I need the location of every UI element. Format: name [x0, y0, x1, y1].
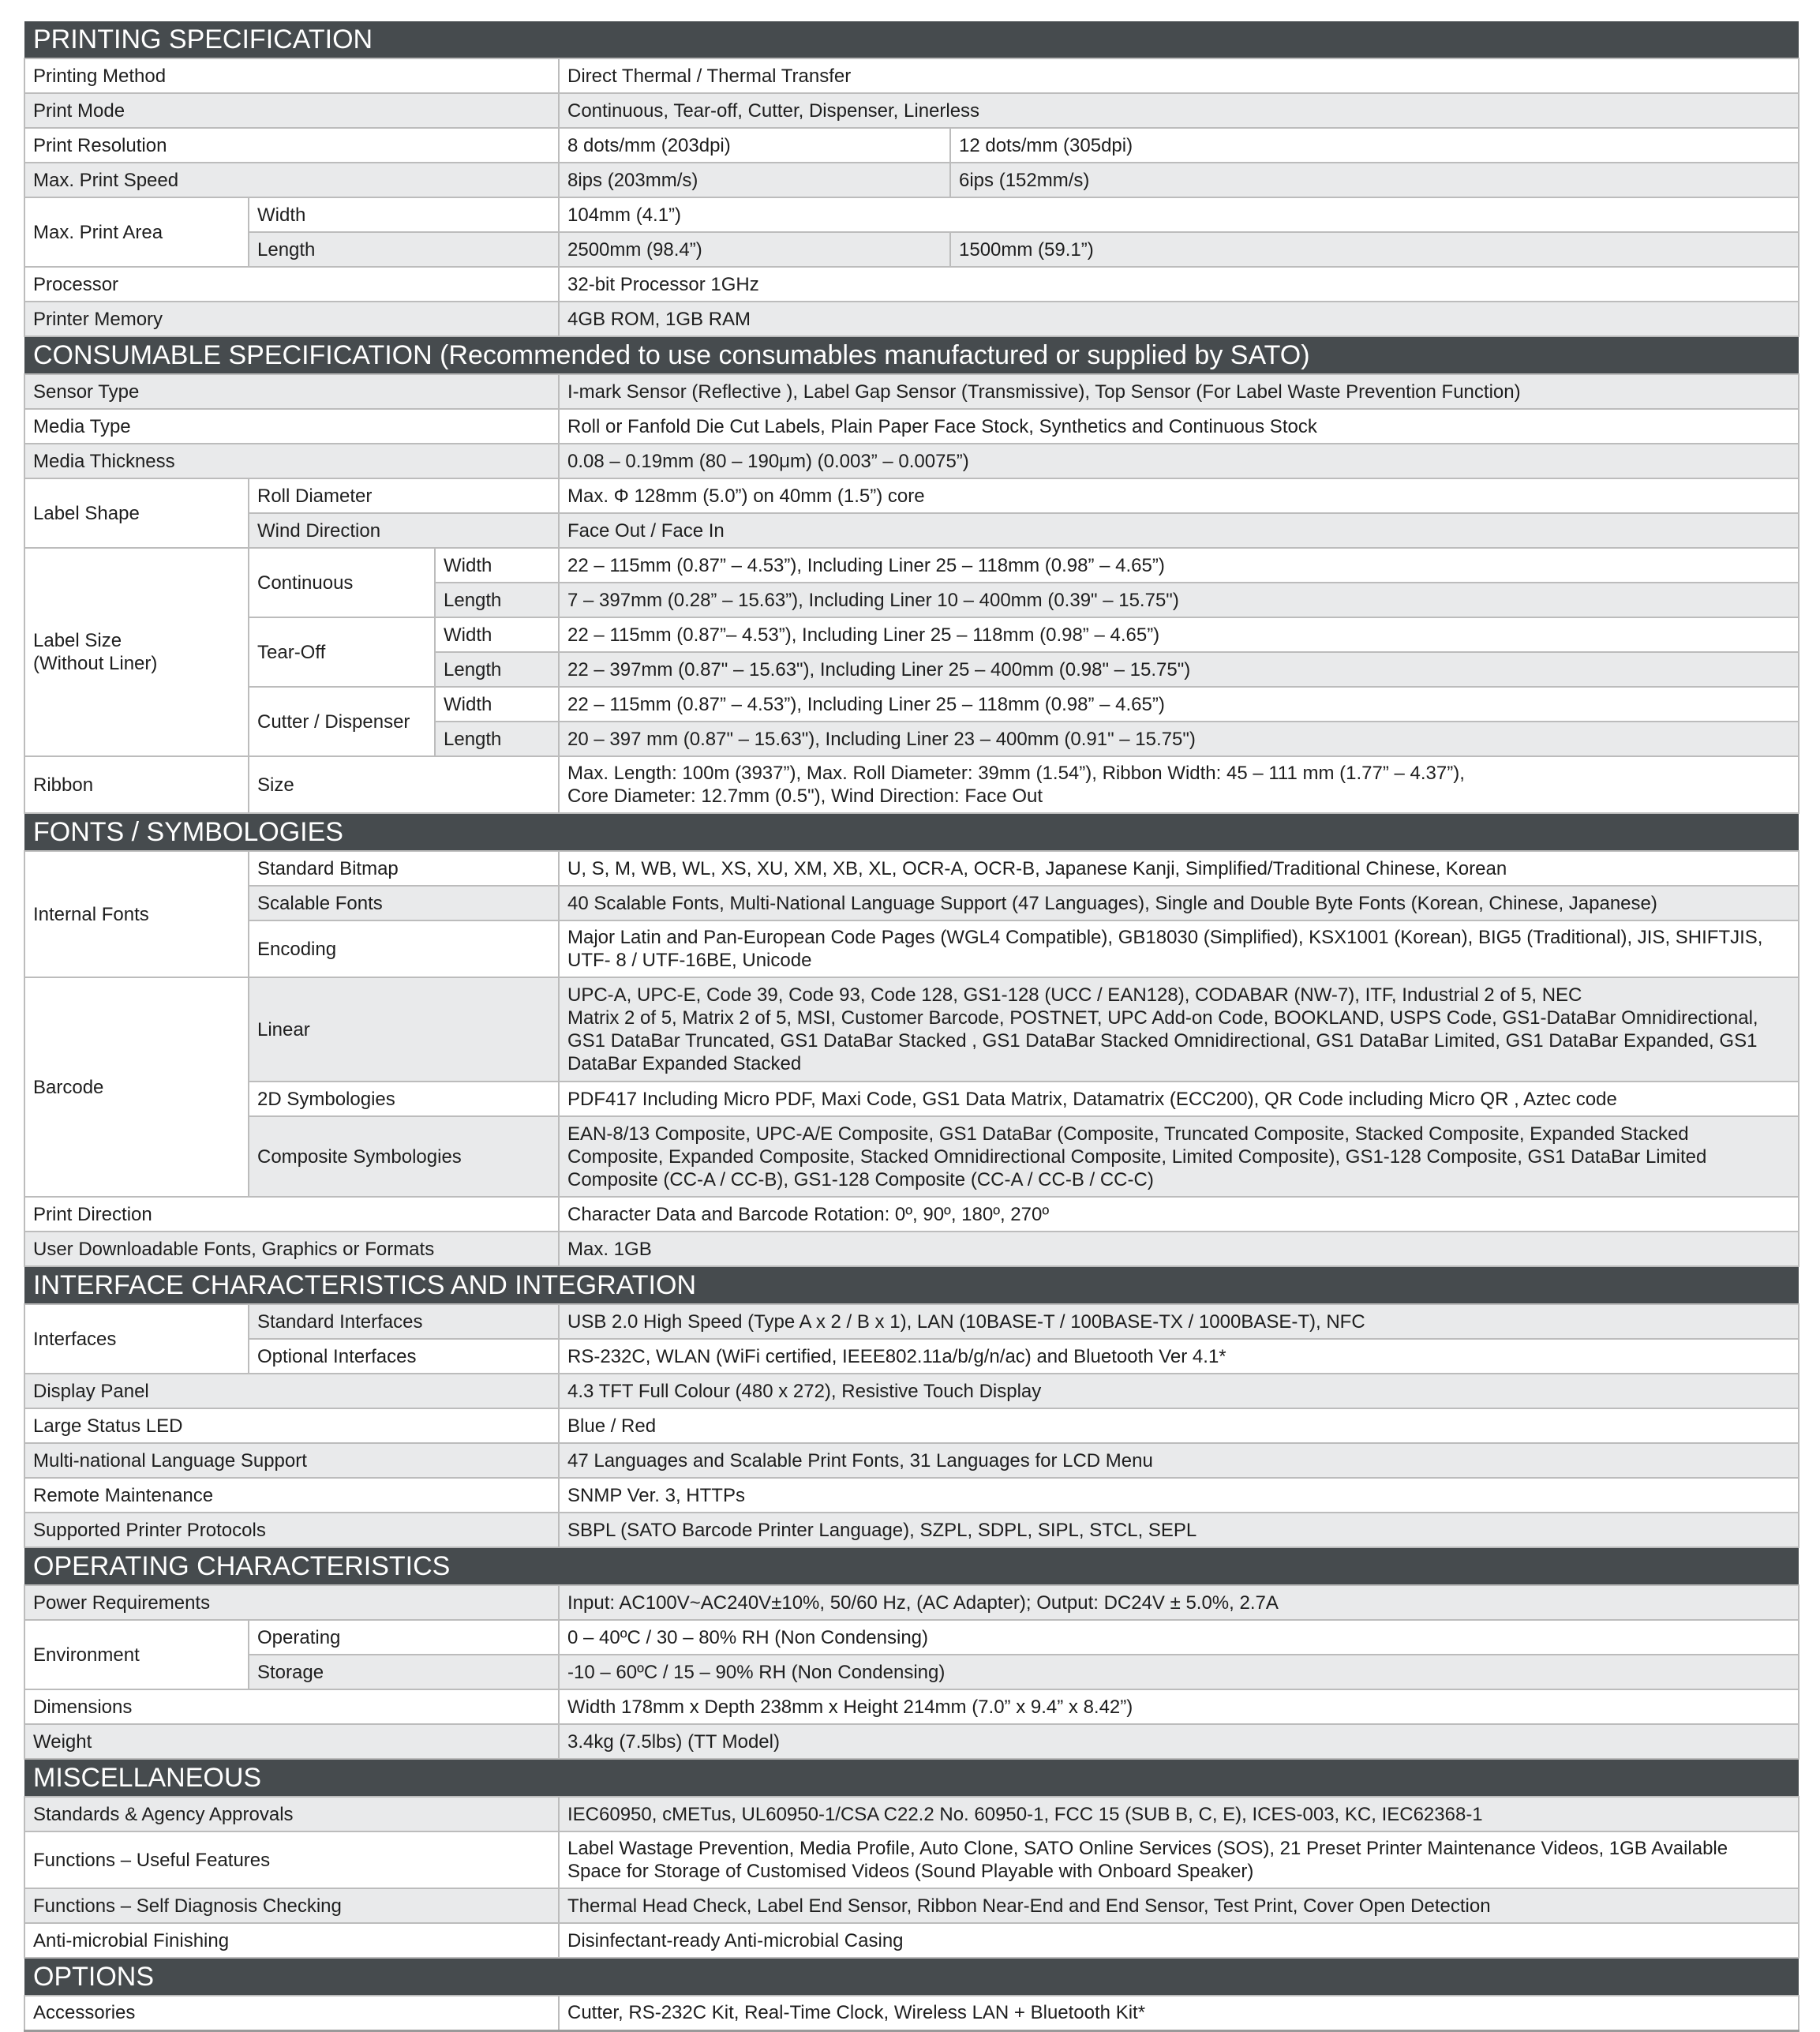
spec-table [24, 21, 1799, 2032]
spec-row-roll-diameter [24, 478, 1799, 513]
spec-value-line: Composite (CC-A / CC-B), GS1-128 Composite (CC-A / CC-B / CC-C) [567, 1168, 1154, 1190]
spec-label: Max. Print Speed [24, 163, 559, 197]
spec-value: 22 – 397mm (0.87" – 15.63"), Including Liner 25 – 400mm (0.98" – 15.75") [559, 652, 1799, 687]
spec-row-dimensions [24, 1689, 1799, 1724]
spec-label: Environment [24, 1620, 249, 1689]
spec-value-line: GS1 DataBar Truncated, GS1 DataBar Stacked , GS1 DataBar Stacked Omnidirectional, GS1 DataBar Limited, GS1 DataBar Expanded, GS1 [567, 1030, 1758, 1052]
spec-row-composite [24, 1116, 1799, 1197]
section-header-interface [24, 1266, 1799, 1304]
spec-label: Dimensions [24, 1689, 559, 1724]
spec-row-display-panel [24, 1374, 1799, 1408]
spec-value: 4.3 TFT Full Colour (480 x 272), Resistive Touch Display [559, 1374, 1799, 1408]
spec-value [559, 1116, 1799, 1197]
spec-label: Accessories [24, 1996, 559, 2030]
spec-label: Functions – Useful Features [24, 1831, 559, 1888]
section-header-consumable [24, 336, 1799, 374]
spec-label: Internal Fonts [24, 851, 249, 977]
spec-row-media-thickness [24, 444, 1799, 478]
spec-row-remote-maintenance [24, 1478, 1799, 1513]
spec-label: Supported Printer Protocols [24, 1513, 559, 1547]
spec-value-line: Label Wastage Prevention, Media Profile, Auto Clone, SATO Online Services (SOS), 21 Preset Printer Maintenance Videos, 1GB Available [567, 1838, 1728, 1859]
spec-row-print-mode [24, 93, 1799, 128]
spec-row-approvals [24, 1797, 1799, 1831]
spec-label: Max. Print Area [24, 197, 249, 267]
spec-label: Printing Method [24, 58, 559, 93]
spec-value-line: Max. Length: 100m (3937”), Max. Roll Diameter: 39mm (1.54”), Ribbon Width: 45 – 111 mm (1.77” – 4.37”), [567, 763, 1465, 784]
spec-label: User Downloadable Fonts, Graphics or Formats [24, 1232, 559, 1266]
spec-label: Remote Maintenance [24, 1478, 559, 1513]
spec-row-max-print-speed [24, 163, 1799, 197]
spec-row-standard-interfaces [24, 1304, 1799, 1339]
spec-sublabel: Tear-Off [249, 617, 435, 687]
spec-sublabel: Continuous [249, 548, 435, 617]
spec-row-2d-symbologies [24, 1082, 1799, 1116]
spec-row-printer-memory [24, 302, 1799, 336]
spec-value-line: Major Latin and Pan-European Code Pages (WGL4 Compatible), GB18030 (Simplified), KSX1001 (Korean), BIG5 (Traditional), JIS, SHIFTJIS, [567, 927, 1763, 948]
spec-dimension-label: Width [435, 687, 559, 722]
spec-label: Power Requirements [24, 1585, 559, 1620]
spec-value: U, S, M, WB, WL, XS, XU, XM, XB, XL, OCR-A, OCR-B, Japanese Kanji, Simplified/Traditional Chinese, Korean [559, 851, 1799, 886]
spec-value-line: Core Diameter: 12.7mm (0.5"), Wind Direction: Face Out [567, 785, 1043, 807]
spec-value [559, 977, 1799, 1082]
spec-row-print-resolution [24, 128, 1799, 163]
spec-label: Functions – Self Diagnosis Checking [24, 1888, 559, 1923]
spec-value: 22 – 115mm (0.87”– 4.53”), Including Liner 25 – 118mm (0.98” – 4.65”) [559, 617, 1799, 652]
spec-row-tear-off-width [24, 617, 1799, 652]
spec-row-max-print-area-length [24, 232, 1799, 267]
section-title: OPERATING CHARACTERISTICS [24, 1547, 1799, 1585]
spec-row-media-type [24, 409, 1799, 444]
spec-sublabel: Length [249, 232, 559, 267]
spec-value: IEC60950, cMETus, UL60950-1/CSA C22.2 No. 60950-1, FCC 15 (SUB B, C, E), ICES-003, KC, IEC62368-1 [559, 1797, 1799, 1831]
spec-value: 3.4kg (7.5lbs) (TT Model) [559, 1724, 1799, 1759]
spec-value: PDF417 Including Micro PDF, Maxi Code, GS1 Data Matrix, Datamatrix (ECC200), QR Code including Micro QR , Aztec code [559, 1082, 1799, 1116]
spec-row-linear [24, 977, 1799, 1082]
section-title: MISCELLANEOUS [24, 1759, 1799, 1797]
spec-value-line: UPC-A, UPC-E, Code 39, Code 93, Code 128, GS1-128 (UCC / EAN128), CODABAR (NW-7), ITF, Industrial 2 of 5, NEC [567, 984, 1582, 1006]
spec-dimension-label: Width [435, 548, 559, 583]
spec-value-203dpi: 8 dots/mm (203dpi) [559, 128, 950, 163]
spec-label: Barcode [24, 977, 249, 1197]
spec-value-line: Composite, Expanded Composite, Stacked Omnidirectional Composite, Limited Composite), GS1-128 Composite, GS1 DataBar Limited [567, 1145, 1707, 1168]
spec-row-wind-direction [24, 513, 1799, 548]
spec-dimension-label: Width [435, 617, 559, 652]
spec-row-anti-microbial [24, 1923, 1799, 1958]
spec-value: SNMP Ver. 3, HTTPs [559, 1478, 1799, 1513]
spec-label [24, 548, 249, 756]
spec-value-203dpi: 8ips (203mm/s) [559, 163, 950, 197]
spec-value: 104mm (4.1”) [559, 197, 1799, 232]
spec-sublabel: Width [249, 197, 559, 232]
spec-label: Multi-national Language Support [24, 1443, 559, 1478]
spec-row-weight [24, 1724, 1799, 1759]
spec-label: Display Panel [24, 1374, 559, 1408]
spec-label: Interfaces [24, 1304, 249, 1374]
spec-label: Weight [24, 1724, 559, 1759]
spec-value: 47 Languages and Scalable Print Fonts, 31 Languages for LCD Menu [559, 1443, 1799, 1478]
section-header-options [24, 1958, 1799, 1996]
spec-value: Roll or Fanfold Die Cut Labels, Plain Paper Face Stock, Synthetics and Continuous Stock [559, 409, 1799, 444]
spec-sublabel: Standard Interfaces [249, 1304, 559, 1339]
spec-row-env-operating [24, 1620, 1799, 1655]
spec-row-standard-bitmap [24, 851, 1799, 886]
spec-value: 0 – 40ºC / 30 – 80% RH (Non Condensing) [559, 1620, 1799, 1655]
spec-label: Processor [24, 267, 559, 302]
spec-value: -10 – 60ºC / 15 – 90% RH (Non Condensing) [559, 1655, 1799, 1689]
spec-value: Max. Φ 128mm (5.0”) on 40mm (1.5”) core [559, 478, 1799, 513]
spec-sublabel: Storage [249, 1655, 559, 1689]
spec-row-encoding [24, 920, 1799, 977]
spec-value: 22 – 115mm (0.87” – 4.53”), Including Liner 25 – 118mm (0.98” – 4.65”) [559, 548, 1799, 583]
spec-row-accessories [24, 1996, 1799, 2030]
spec-value: Disinfectant-ready Anti-microbial Casing [559, 1923, 1799, 1958]
spec-row-protocols [24, 1513, 1799, 1547]
spec-value: 40 Scalable Fonts, Multi-National Language Support (47 Languages), Single and Double Byte Fonts (Korean, Chinese, Japanese) [559, 886, 1799, 920]
section-header-printing [24, 21, 1799, 58]
spec-value: Blue / Red [559, 1408, 1799, 1443]
section-header-fonts [24, 813, 1799, 851]
spec-sublabel: Cutter / Dispenser [249, 687, 435, 756]
section-title: OPTIONS [24, 1958, 1799, 1996]
spec-label: Standards & Agency Approvals [24, 1797, 559, 1831]
spec-value: 20 – 397 mm (0.87" – 15.63"), Including Liner 23 – 400mm (0.91" – 15.75") [559, 722, 1799, 756]
spec-value: Cutter, RS-232C Kit, Real-Time Clock, Wireless LAN + Bluetooth Kit* [559, 1996, 1799, 2030]
spec-value: I-mark Sensor (Reflective ), Label Gap Sensor (Transmissive), Top Sensor (For Label Waste Prevention Function) [559, 374, 1799, 409]
spec-value: Thermal Head Check, Label End Sensor, Ribbon Near-End and End Sensor, Test Print, Cover Open Detection [559, 1888, 1799, 1923]
spec-sublabel: Linear [249, 977, 559, 1082]
spec-value-line: Matrix 2 of 5, Matrix 2 of 5, MSI, Customer Barcode, POSTNET, UPC Add-on Code, BOOKLAND, USPS Code, GS1-DataBar Omnidirectional, [567, 1007, 1758, 1029]
spec-label: Print Mode [24, 93, 559, 128]
spec-dimension-label: Length [435, 722, 559, 756]
spec-row-max-print-area-width [24, 197, 1799, 232]
section-header-operating [24, 1547, 1799, 1585]
spec-sublabel: Encoding [249, 920, 559, 977]
spec-row-cutter-width [24, 687, 1799, 722]
spec-value: 4GB ROM, 1GB RAM [559, 302, 1799, 336]
spec-label: Anti-microbial Finishing [24, 1923, 559, 1958]
spec-value: USB 2.0 High Speed (Type A x 2 / B x 1), LAN (10BASE-T / 100BASE-TX / 1000BASE-T), NFC [559, 1304, 1799, 1339]
spec-dimension-label: Length [435, 652, 559, 687]
spec-value [559, 920, 1799, 977]
spec-value: 0.08 – 0.19mm (80 – 190μm) (0.003” – 0.0075”) [559, 444, 1799, 478]
spec-row-status-led [24, 1408, 1799, 1443]
spec-value-305dpi: 6ips (152mm/s) [950, 163, 1799, 197]
spec-value-line: Space for Storage of Customised Videos (Sound Playable with Onboard Speaker) [567, 1861, 1254, 1882]
spec-sublabel: 2D Symbologies [249, 1082, 559, 1116]
spec-label: Media Type [24, 409, 559, 444]
spec-sublabel: Wind Direction [249, 513, 559, 548]
spec-label: Media Thickness [24, 444, 559, 478]
spec-sheet [24, 21, 1798, 2032]
spec-value: 32-bit Processor 1GHz [559, 267, 1799, 302]
spec-row-optional-interfaces [24, 1339, 1799, 1374]
spec-label: Label Shape [24, 478, 249, 548]
spec-row-useful-features [24, 1831, 1799, 1888]
spec-row-sensor-type [24, 374, 1799, 409]
spec-label: Large Status LED [24, 1408, 559, 1443]
spec-label: Sensor Type [24, 374, 559, 409]
label-size-title: Label Size [33, 630, 122, 651]
spec-row-power [24, 1585, 1799, 1620]
spec-row-printing-method [24, 58, 1799, 93]
spec-value: SBPL (SATO Barcode Printer Language), SZPL, SDPL, SIPL, STCL, SEPL [559, 1513, 1799, 1547]
spec-row-ribbon [24, 756, 1799, 813]
spec-sublabel: Scalable Fonts [249, 886, 559, 920]
spec-sublabel: Composite Symbologies [249, 1116, 559, 1197]
spec-value: 22 – 115mm (0.87” – 4.53”), Including Liner 25 – 118mm (0.98” – 4.65”) [559, 687, 1799, 722]
spec-value-203dpi: 2500mm (98.4”) [559, 232, 950, 267]
spec-label: Print Resolution [24, 128, 559, 163]
spec-value: Face Out / Face In [559, 513, 1799, 548]
spec-value-305dpi: 12 dots/mm (305dpi) [950, 128, 1799, 163]
spec-value: Character Data and Barcode Rotation: 0º, 90º, 180º, 270º [559, 1197, 1799, 1232]
spec-dimension-label: Length [435, 583, 559, 617]
spec-sublabel: Standard Bitmap [249, 851, 559, 886]
spec-row-self-diagnosis [24, 1888, 1799, 1923]
spec-row-scalable-fonts [24, 886, 1799, 920]
label-size-subtitle: (Without Liner) [33, 653, 158, 674]
spec-value [559, 1831, 1799, 1888]
spec-row-processor [24, 267, 1799, 302]
spec-sublabel: Operating [249, 1620, 559, 1655]
spec-value-line: UTF- 8 / UTF-16BE, Unicode [567, 950, 812, 971]
spec-value: Continuous, Tear-off, Cutter, Dispenser, Linerless [559, 93, 1799, 128]
spec-label: Print Direction [24, 1197, 559, 1232]
section-title: FONTS / SYMBOLOGIES [24, 813, 1799, 851]
spec-row-continuous-width [24, 548, 1799, 583]
spec-value: 7 – 397mm (0.28” – 15.63”), Including Liner 10 – 400mm (0.39" – 15.75") [559, 583, 1799, 617]
spec-row-env-storage [24, 1655, 1799, 1689]
spec-value: Input: AC100V~AC240V±10%, 50/60 Hz, (AC Adapter); Output: DC24V ± 5.0%, 2.7A [559, 1585, 1799, 1620]
spec-value: Direct Thermal / Thermal Transfer [559, 58, 1799, 93]
spec-value-line: DataBar Expanded Stacked [567, 1053, 802, 1074]
spec-row-user-downloadable [24, 1232, 1799, 1266]
spec-sublabel: Roll Diameter [249, 478, 559, 513]
spec-row-language-support [24, 1443, 1799, 1478]
spec-value-line: EAN-8/13 Composite, UPC-A/E Composite, GS1 DataBar (Composite, Truncated Composite, Stacked Composite, Expanded Stacked [567, 1123, 1689, 1145]
spec-label: Ribbon [24, 756, 249, 813]
spec-value: Width 178mm x Depth 238mm x Height 214mm (7.0” x 9.4” x 8.42”) [559, 1689, 1799, 1724]
section-title: CONSUMABLE SPECIFICATION (Recommended to use consumables manufactured or supplied by SATO) [24, 336, 1799, 374]
section-header-misc [24, 1759, 1799, 1797]
spec-value: Max. 1GB [559, 1232, 1799, 1266]
spec-value: RS-232C, WLAN (WiFi certified, IEEE802.11a/b/g/n/ac) and Bluetooth Ver 4.1* [559, 1339, 1799, 1374]
spec-value [559, 756, 1799, 813]
spec-sublabel: Optional Interfaces [249, 1339, 559, 1374]
spec-value-305dpi: 1500mm (59.1”) [950, 232, 1799, 267]
spec-sublabel: Size [249, 756, 559, 813]
spec-label: Printer Memory [24, 302, 559, 336]
section-title: PRINTING SPECIFICATION [24, 21, 1799, 58]
section-title: INTERFACE CHARACTERISTICS AND INTEGRATION [24, 1266, 1799, 1304]
spec-row-print-direction [24, 1197, 1799, 1232]
